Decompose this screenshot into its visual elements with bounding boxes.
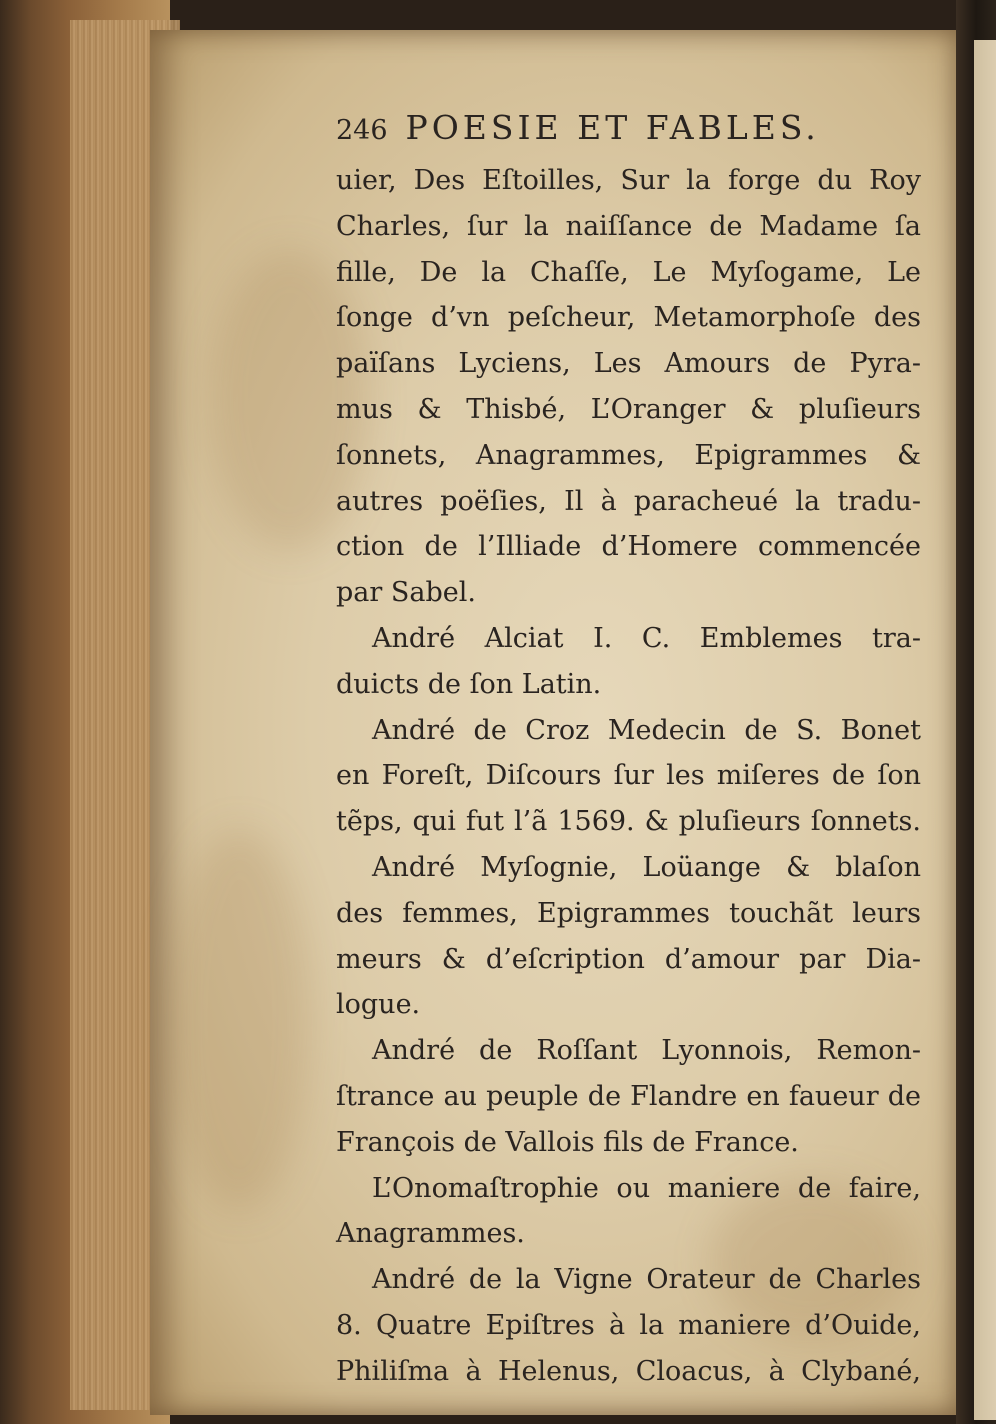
text-line: André de Roſſant Lyonnois, Remon- [372, 1035, 921, 1067]
text-line: ction de l’Illiade d’Homere commencée [336, 531, 921, 563]
running-head [336, 108, 921, 158]
text-line: ſtrance au peuple de Flandre en faueur de [336, 1080, 921, 1112]
page-text-block [336, 108, 921, 1395]
text-line: Philiſma à Helenus, Cloacus, à Clybané, [336, 1355, 921, 1387]
body-text [336, 158, 921, 1395]
text-line: des femmes, Epigrammes touchãt leurs [336, 897, 921, 929]
text-line: uier, Des Eſtoilles, Sur la forge du Roy [336, 165, 921, 196]
text-line: meurs & d’eſcription d’amour par Dia- [336, 943, 921, 975]
text-line: mus & Thisbé, L’Oranger & pluſieurs [336, 393, 921, 425]
running-title: POESIE ET FABLES. [405, 108, 820, 147]
text-line: André de Croz Medecin de S. Bonet [372, 714, 921, 746]
text-line: André de la Vigne Orateur de Charles [372, 1264, 921, 1296]
text-line: par Sabel. [336, 577, 476, 609]
text-line: duicts de ſon Latin. [336, 668, 602, 700]
text-line: Charles, ſur la naiſſance de Madame ſa [336, 210, 921, 242]
page-number: 246 [336, 115, 388, 146]
text-line: autres poëſies, Il à paracheué la tradu- [336, 485, 921, 517]
text-line: André Myſognie, Loüange & blaſon [372, 851, 921, 883]
text-line: fille, De la Chaſſe, Le Myſogame, Le [336, 256, 921, 288]
text-line: ſonge d’vn peſcheur, Metamorphoſe des [336, 302, 921, 334]
text-line: tẽps, qui fut l’ã 1569. & pluſieurs ſonnets. [336, 806, 921, 838]
text-line: André Alciat I. C. Emblemes tra- [372, 622, 921, 654]
text-line: païſans Lyciens, Les Amours de Pyra- [336, 348, 921, 380]
text-line: 8. Quatre Epiſtres à la maniere d’Ouide, [336, 1309, 921, 1341]
text-line: en Foreſt, Diſcours ſur les miſeres de ſon [336, 760, 921, 792]
text-line: ſonnets, Anagrammes, Epigrammes & [336, 439, 921, 471]
text-line: logue. [336, 989, 421, 1021]
text-line: François de Vallois fils de France. [336, 1126, 799, 1158]
adjacent-page-edge [974, 40, 996, 1420]
text-line: Anagrammes. [336, 1218, 525, 1250]
text-line: L’Onomaſtrophie ou maniere de faire, [372, 1172, 921, 1204]
paper-stain [170, 830, 310, 1210]
